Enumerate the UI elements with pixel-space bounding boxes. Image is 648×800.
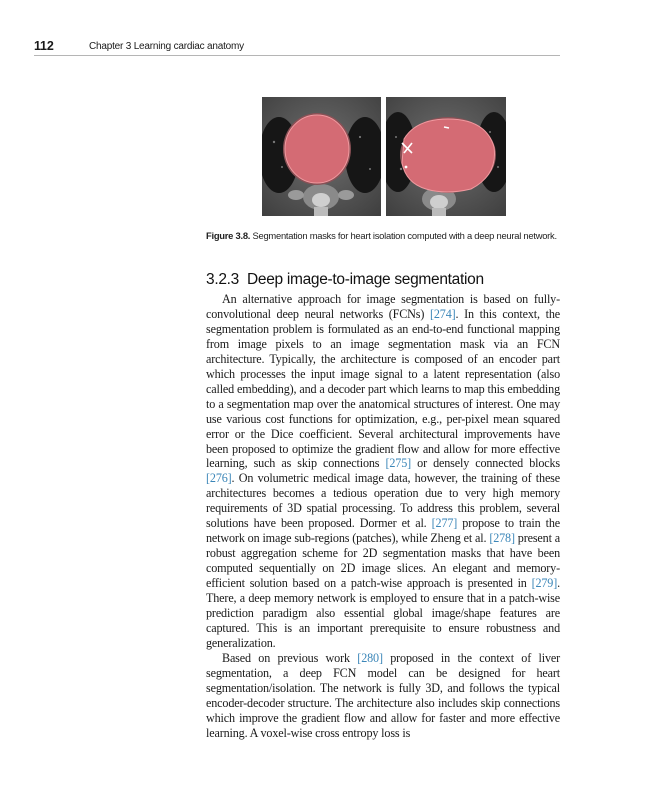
citation-link[interactable]: [274] — [429, 306, 456, 321]
figure-panel-left — [262, 97, 381, 216]
figure-panel-right — [386, 97, 506, 216]
citation-link[interactable]: [276] — [206, 471, 232, 486]
text-run: . In this context, the segmentation problem is formulated as an end-to-end functional mapping from image pixels to an image segmentation mask via an FCN architecture. Typically, the architecture is composed of an encoder part which processes the input image signal to a latent representation (also called embedding), and a decoder part which learns to map this embedding to a segmentation map over the anatomical structures of interest. One may use various cost functions for optimization, e.g., per-pixel mean squared error or the Dice coefficient. Several architectural improvements have been proposed to optimize the gradient flow and allow for more effective learning, such as skip connections — [206, 306, 560, 471]
citation-link[interactable]: [280] — [357, 650, 383, 665]
citation-link[interactable]: [278] — [489, 531, 515, 546]
figure-label: Figure 3.8. — [206, 230, 251, 241]
paragraph-1 — [206, 292, 560, 651]
ct-slice-left — [262, 97, 381, 216]
paragraph-2 — [206, 651, 560, 741]
section-title: Deep image-to-image segmentation — [246, 271, 484, 288]
text-run: present a robust aggregation scheme for 2D segmentation masks that have been computed sequentially on 2D image slices. An elegant and memory-efficient solution based on a patch-wise approach is presented in — [206, 531, 560, 591]
running-header — [34, 39, 560, 56]
figure-caption — [206, 230, 566, 242]
text-run: propose to train the network on image sub-regions (patches), while Zheng et al. — [206, 516, 560, 546]
citation-link[interactable]: [279] — [531, 576, 558, 591]
text-run: An alternative approach for image segmentation is based on fully-convolutional deep neural networks (FCNs) — [206, 292, 560, 321]
text-run: Based on previous work — [222, 650, 358, 665]
citation-link[interactable]: [275] — [385, 456, 412, 471]
text-run: proposed in the context of liver segmentation, a deep FCN model can be designed for heart segmentation/isolation. The network is fully 3D, and follows the typical encoder-decoder structure. The architecture also includes skip connections which improve the gradient flow and allow for faster and more effective learning. A voxel-wise cross entropy loss is — [206, 650, 561, 740]
page-number: 112 — [34, 39, 54, 53]
segmentation-mask — [285, 115, 349, 183]
text-run: . There, a deep memory network is employed to ensure that in a patch-wise prediction paradigm also essential global image/shape features are captured. This is an important prerequisite to ensure robustness and generalization. — [206, 576, 560, 650]
body-text — [206, 292, 560, 741]
citation-link[interactable]: [277] — [431, 516, 458, 531]
text-run: . On volumetric medical image data, however, the training of these architectures becomes a tedious operation due to very high memory requirements of 3D spatial processing. To address this problem, several solutions have been proposed. Dormer et al. — [206, 471, 560, 531]
text-run: or densely connected blocks — [411, 456, 560, 471]
section-number: 3.2.3 — [206, 271, 239, 288]
segmentation-mask — [402, 119, 495, 192]
figure-caption-text: Segmentation masks for heart isolation computed with a deep neural network. — [252, 230, 557, 241]
chapter-running-head: Chapter 3 Learning cardiac anatomy — [89, 40, 244, 52]
section-heading — [206, 271, 484, 289]
ct-slice-right — [386, 97, 506, 216]
